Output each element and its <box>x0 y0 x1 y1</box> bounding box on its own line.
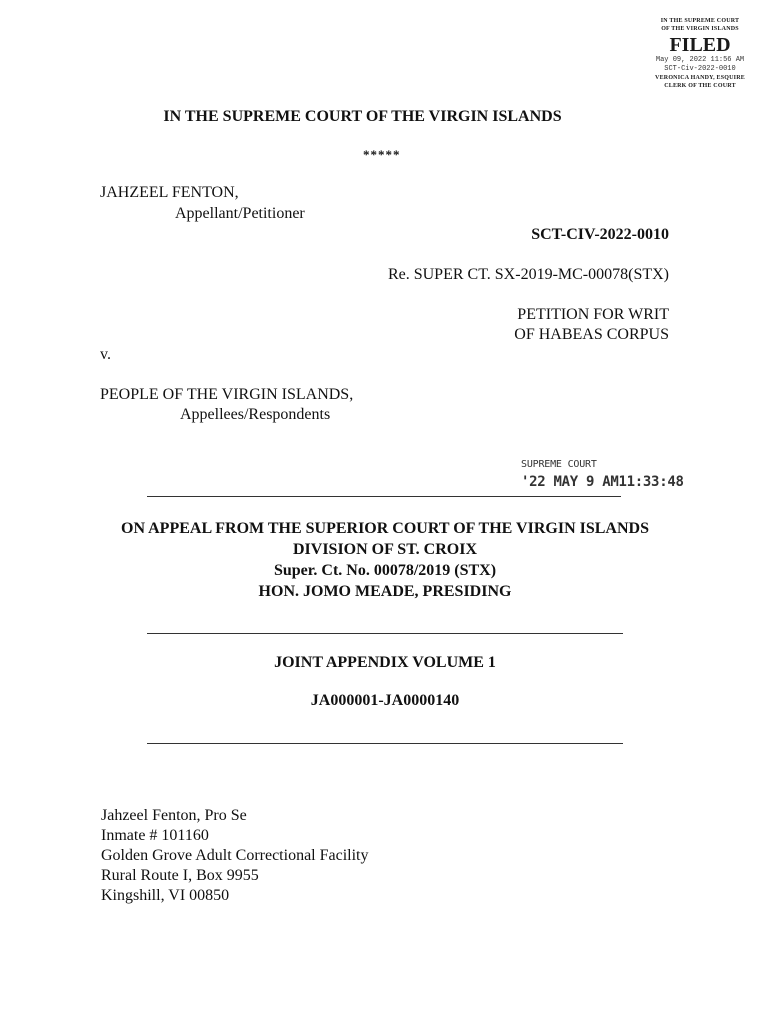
stamp-court-line: IN THE SUPREME COURT <box>660 18 740 24</box>
stamp-jurisdiction-line: OF THE VIRGIN ISLANDS <box>661 26 739 32</box>
divider-bottom <box>147 743 623 744</box>
address-block <box>101 806 369 906</box>
address-line-2: Inmate # 101160 <box>101 827 209 844</box>
received-stamp-label: SUPREME COURT <box>521 459 597 470</box>
received-stamp-datetime: '22 MAY 9 AM11:33:48 <box>521 474 684 490</box>
appellee-name: PEOPLE OF THE VIRGIN ISLANDS, <box>100 386 354 403</box>
separator-stars: ***** <box>363 147 401 162</box>
court-heading-text: IN THE SUPREME COURT OF THE VIRGIN ISLANDS <box>163 108 562 125</box>
address-line-3: Golden Grove Adult Correctional Facility <box>101 847 369 864</box>
appeal-line-1: ON APPEAL FROM THE SUPERIOR COURT OF THE VIRGIN ISLANDS <box>121 520 649 537</box>
appellee-role: Appellees/Respondents <box>180 406 331 423</box>
related-case: Re. SUPER CT. SX-2019-MC-00078(STX) <box>387 266 669 283</box>
divider-middle <box>147 633 623 634</box>
address-line-5: Kingshill, VI 00850 <box>101 887 230 904</box>
appendix-title: JOINT APPENDIX VOLUME 1 <box>274 654 496 671</box>
appendix-range: JA000001-JA0000140 <box>310 692 460 709</box>
appeal-line-2: DIVISION OF ST. CROIX <box>292 541 478 558</box>
case-number: SCT-CIV-2022-0010 <box>531 226 669 243</box>
court-heading <box>0 108 770 126</box>
appeal-block <box>90 518 680 602</box>
stamp-clerk-name: VERONICA HANDY, ESQUIRE <box>655 75 745 81</box>
stamp-clerk-title: CLERK OF THE COURT <box>664 83 736 89</box>
filed-stamp <box>640 17 760 90</box>
appellant-name: JAHZEEL FENTON, <box>100 184 239 201</box>
versus-label: v. <box>100 346 111 363</box>
stamp-case-number: SCT-Civ-2022-0010 <box>664 65 736 73</box>
petition-line-2: OF HABEAS CORPUS <box>514 326 669 343</box>
divider-top <box>147 496 621 497</box>
appeal-line-4: HON. JOMO MEADE, PRESIDING <box>258 583 512 600</box>
stamp-date: May 09, 2022 11:56 AM <box>655 56 745 64</box>
petition-line-1: PETITION FOR WRIT <box>517 306 669 323</box>
address-line-4: Rural Route I, Box 9955 <box>101 867 259 884</box>
address-line-1: Jahzeel Fenton, Pro Se <box>101 807 247 824</box>
appellant-role: Appellant/Petitioner <box>175 205 305 222</box>
appeal-line-3: Super. Ct. No. 00078/2019 (STX) <box>273 562 497 579</box>
stamp-filed-label: FILED <box>669 34 731 56</box>
